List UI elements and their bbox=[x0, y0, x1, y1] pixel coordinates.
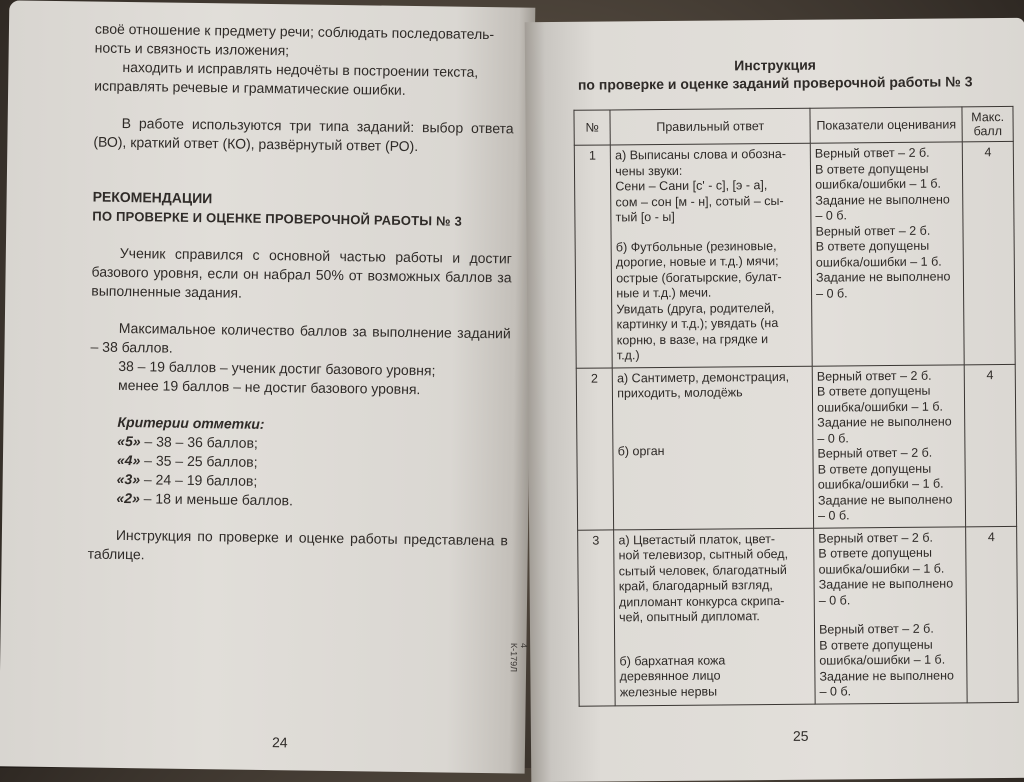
indicators-cell-line: Задание не выполнено bbox=[819, 667, 954, 684]
paragraph-1-line-1: своё отношение к предмету речи; соблюдать последователь- bbox=[94, 20, 495, 43]
paragraph-1-line-2: ность и связность изложения; bbox=[94, 39, 290, 59]
table-row bbox=[578, 526, 1019, 706]
correct-answer-cell-line: ной телевизор, сытный обед, bbox=[618, 546, 789, 563]
indicators-cell-line: В ответе допущены bbox=[816, 383, 931, 399]
indicators-cell-line: – 0 б. bbox=[816, 285, 848, 301]
correct-answer-cell-line: сытый человек, благодатный bbox=[618, 562, 787, 578]
indicators-cell-line: Верный ответ – 2 б. bbox=[816, 368, 932, 384]
indicators-cell-line: В ответе допущены bbox=[817, 461, 932, 477]
correct-answer-cell-line: дорогие, новые и т.д.) мячи; bbox=[615, 253, 779, 270]
indicators-cell-line: В ответе допущены bbox=[818, 545, 932, 561]
indicators-cell-line: Верный ответ – 2 б. bbox=[814, 145, 930, 161]
indicators-cell-line: ошибка/ошибки – 1 б. bbox=[818, 561, 945, 577]
correct-answer-cell-line: б) бархатная кожа bbox=[619, 652, 726, 668]
correct-answer-cell-line: ные и т.д.) мечи. bbox=[616, 285, 712, 301]
paragraph-2-line-2: исправлять речевые и грамматические ошибки. bbox=[94, 77, 406, 98]
correct-answer-cell-line: дипломант конкурса скрипа- bbox=[618, 593, 785, 609]
indicators-cell-line: Задание не выполнено bbox=[817, 414, 952, 430]
criteria-mark: «4» bbox=[116, 451, 141, 469]
paragraph-2-line-1: находить и исправлять недочёты в построении текста, bbox=[122, 58, 479, 80]
correct-answer-cell-line: а) Цветастый платок, цвет- bbox=[618, 531, 776, 547]
correct-answer-cell-line: чены звуки: bbox=[615, 163, 683, 178]
criteria-text: – 18 и меньше баллов. bbox=[139, 490, 294, 509]
correct-answer-cell-line: деревянное лицо bbox=[619, 668, 721, 684]
indicators-cell-line: ошибка/ошибки – 1 б. bbox=[817, 399, 943, 415]
criteria-text: – 38 – 36 баллов; bbox=[140, 433, 258, 451]
correct-answer-cell-line: б) орган bbox=[617, 443, 665, 458]
paragraph-6: Инструкция по проверке и оценке работы представлена в таблице. bbox=[87, 526, 508, 563]
correct-answer-cell-line: тый [о - ы] bbox=[615, 209, 675, 225]
left-page-text bbox=[88, 20, 516, 570]
header-max: Макс. балл bbox=[962, 106, 1013, 141]
row-number: 2 bbox=[576, 367, 614, 529]
level-line-1: 38 – 19 баллов – ученик достиг базового уровня; bbox=[118, 357, 436, 379]
criteria-mark: «3» bbox=[116, 470, 141, 488]
page-number-left: 24 bbox=[271, 734, 288, 751]
correct-answer-cell bbox=[611, 143, 813, 367]
criteria-text: – 35 – 25 баллов; bbox=[140, 452, 258, 470]
correct-answer-cell bbox=[614, 528, 815, 706]
indicators-cell-line: – 0 б. bbox=[815, 208, 847, 223]
correct-answer-cell-line: а) Выписаны слова и обозна- bbox=[615, 146, 787, 163]
correct-answer-cell-line: Увидать (друга, родителей, bbox=[616, 300, 775, 316]
indicators-cell-line: Задание не выполнено bbox=[815, 269, 951, 285]
correct-answer-cell-line: Сени – Сани [с' - с], [э - а], bbox=[615, 178, 768, 194]
instruction-title bbox=[565, 54, 985, 94]
indicators-cell-line: Верный ответ – 2 б. bbox=[815, 223, 931, 239]
correct-answer-cell-line: сом – сон [м - н], сотый – сы- bbox=[615, 193, 784, 209]
indicators-cell-line: Задание не выполнено bbox=[817, 491, 953, 508]
indicators-cell-line: Верный ответ – 2 б. bbox=[818, 530, 934, 546]
criteria-mark: «2» bbox=[116, 489, 140, 507]
page-number-right: 25 bbox=[792, 727, 809, 744]
grading-table bbox=[573, 106, 1018, 706]
indicators-cell-line: ошибка/ошибки – 1 б. bbox=[819, 652, 946, 668]
correct-answer-cell-line: а) Сантиметр, демонстрация, bbox=[616, 369, 790, 385]
indicators-cell-line: Задание не выполнено bbox=[818, 576, 954, 592]
paragraph-5: Максимальное количество баллов за выполнение заданий – 38 баллов. bbox=[90, 319, 511, 356]
criteria-title: Критерии отметки: bbox=[117, 413, 265, 432]
indicators-cell-line: ошибка/ошибки – 1 б. bbox=[817, 476, 944, 492]
instruction-title-line-1: Инструкция bbox=[734, 56, 816, 74]
correct-answer-cell-line: край, благодарный взгляд, bbox=[618, 578, 773, 594]
indicators-cell bbox=[814, 526, 968, 703]
indicators-cell-line: Задание не выполнено bbox=[815, 191, 950, 208]
indicators-cell bbox=[812, 364, 966, 527]
row-number: 1 bbox=[574, 145, 612, 368]
indicators-cell-line: ошибка/ошибки – 1 б. bbox=[815, 176, 942, 192]
max-score-cell: 4 bbox=[962, 141, 1015, 364]
table-row bbox=[576, 364, 1016, 530]
header-indicators: Показатели оценивания bbox=[810, 107, 962, 143]
criteria-text: – 24 – 19 баллов; bbox=[139, 471, 258, 489]
correct-answer-cell-line: т.д.) bbox=[616, 348, 640, 363]
indicators-cell-line: – 0 б. bbox=[819, 684, 852, 699]
paragraph-3: В работе используются три типа заданий: выбор ответа (ВО), краткий ответ (КО), развёрнутый ответ (РО). bbox=[93, 114, 514, 155]
indicators-cell-line: Верный ответ – 2 б. bbox=[817, 445, 933, 461]
instruction-title-line-2: по проверке и оценке заданий проверочной работы № 3 bbox=[577, 73, 973, 93]
right-page bbox=[525, 18, 1024, 782]
indicators-cell bbox=[810, 142, 964, 366]
correct-answer-cell-line: железные нервы bbox=[619, 684, 718, 699]
correct-answer-cell-line: корню, в вазе, на грядке и bbox=[616, 331, 769, 347]
indicators-cell-line: В ответе допущены bbox=[819, 637, 933, 653]
max-score-cell: 4 bbox=[966, 526, 1018, 702]
indicators-cell-line: ошибка/ошибки – 1 б. bbox=[815, 254, 942, 270]
correct-answer-cell-line: чей, опытный дипломат. bbox=[619, 609, 760, 625]
correct-answer-cell-line: приходить, молодёжь bbox=[617, 385, 743, 401]
correct-answer-cell-line: б) Футбольные (резиновые, bbox=[615, 238, 777, 254]
indicators-cell-line: В ответе допущены bbox=[815, 238, 930, 254]
indicators-cell-line: – 0 б. bbox=[817, 430, 849, 446]
level-line-2: менее 19 баллов – не достиг базового уровня. bbox=[117, 376, 421, 398]
paragraph-4: Ученик справился с основной частью работы и достиг базового уровня, если он набрал 50% от возможных баллов за выполненные задания. bbox=[91, 244, 512, 301]
recommendations-title: РЕКОМЕНДАЦИИ bbox=[92, 188, 213, 207]
recommendations-subtitle: ПО ПРОВЕРКЕ И ОЦЕНКЕ ПРОВЕРОЧНОЙ РАБОТЫ № 3 bbox=[92, 208, 463, 229]
correct-answer-cell-line: острые (богатырские, булат- bbox=[616, 269, 782, 285]
correct-answer-cell-line: картинку и т.д.); увядать (на bbox=[616, 315, 779, 332]
max-score-cell: 4 bbox=[964, 364, 1016, 526]
correct-answer-cell bbox=[612, 366, 813, 530]
side-print-mark: 4 К-179Л bbox=[508, 642, 530, 673]
indicators-cell-line: В ответе допущены bbox=[814, 161, 929, 177]
table-header-row bbox=[574, 106, 1013, 145]
header-answer: Правильный ответ bbox=[610, 108, 810, 145]
indicators-cell-line: Верный ответ – 2 б. bbox=[818, 621, 934, 637]
criteria-mark: «5» bbox=[117, 432, 141, 450]
row-number: 3 bbox=[578, 529, 616, 705]
indicators-cell-line: – 0 б. bbox=[818, 592, 851, 608]
indicators-cell-line: – 0 б. bbox=[817, 508, 850, 523]
header-num: № bbox=[574, 110, 611, 145]
table-row bbox=[574, 141, 1015, 367]
